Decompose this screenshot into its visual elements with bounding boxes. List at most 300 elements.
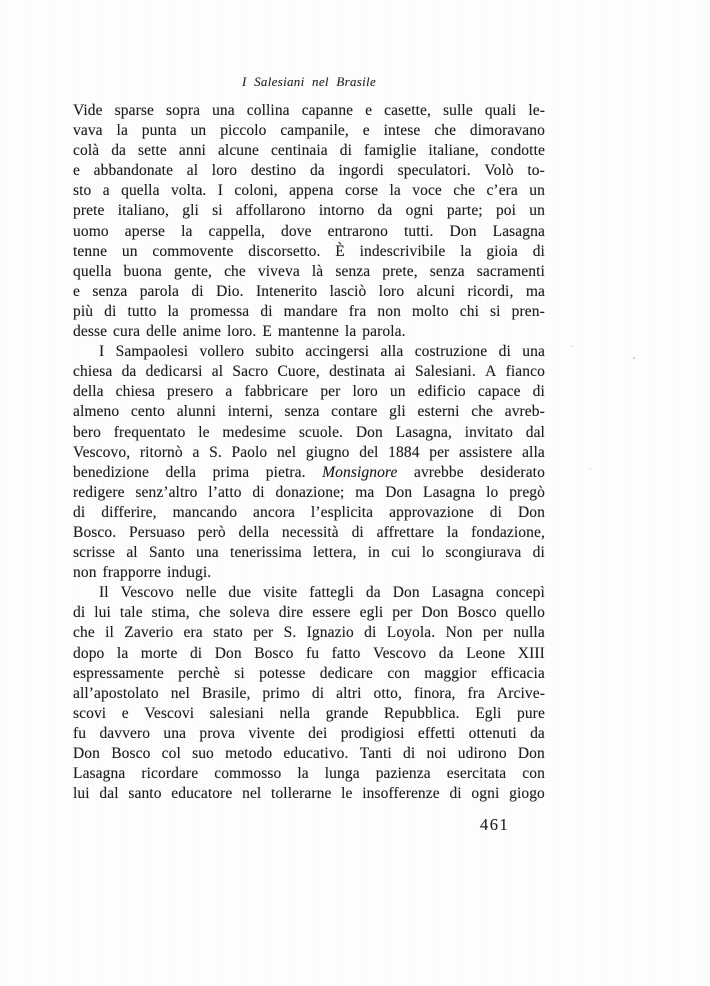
word: fatto bbox=[331, 644, 361, 662]
word: collina bbox=[246, 102, 290, 119]
word: dire bbox=[278, 604, 304, 622]
word: centinaia bbox=[270, 142, 328, 160]
word: Bosco bbox=[254, 644, 294, 662]
word: che bbox=[434, 122, 457, 140]
word: là bbox=[311, 262, 324, 280]
word: per bbox=[253, 624, 274, 642]
word: gli bbox=[389, 403, 406, 421]
word: finora, bbox=[413, 684, 456, 702]
word: tutti. bbox=[404, 222, 434, 240]
word: italiano, bbox=[117, 202, 169, 220]
text-line bbox=[73, 664, 545, 684]
word: pazienza bbox=[375, 765, 431, 783]
word: S. bbox=[209, 443, 222, 461]
word: loro bbox=[211, 162, 238, 180]
word: Intenerito bbox=[255, 282, 318, 300]
text-line bbox=[73, 181, 545, 201]
text-line bbox=[73, 302, 545, 322]
word: tollerarne bbox=[271, 785, 332, 803]
word: una bbox=[212, 102, 235, 119]
word: un bbox=[190, 122, 207, 140]
text-line bbox=[73, 402, 545, 422]
word: e bbox=[362, 122, 370, 140]
word: della bbox=[238, 523, 270, 541]
text-line bbox=[73, 362, 545, 382]
word: Lasagna bbox=[73, 765, 126, 783]
word: alcuni bbox=[416, 282, 456, 300]
word: scongiurava bbox=[445, 544, 522, 562]
word: ancora bbox=[253, 503, 295, 521]
word: al bbox=[211, 363, 224, 381]
word: fu bbox=[305, 644, 320, 662]
word: XIII bbox=[517, 644, 545, 662]
word: redigere bbox=[73, 483, 125, 501]
word: indescrivibile bbox=[359, 242, 446, 260]
text-line bbox=[73, 121, 545, 141]
word: scrisse bbox=[73, 544, 116, 562]
word: da bbox=[377, 202, 393, 220]
word: fra bbox=[348, 302, 367, 320]
word: costruzione bbox=[414, 343, 488, 361]
word: donazione; bbox=[275, 483, 345, 501]
word: per bbox=[482, 624, 503, 642]
word: stato bbox=[213, 624, 243, 642]
word: Ignazio bbox=[306, 624, 354, 642]
word: un bbox=[389, 383, 406, 401]
word: promessa bbox=[189, 302, 250, 320]
text-line bbox=[73, 704, 545, 724]
word: cappella, bbox=[208, 222, 265, 240]
running-header: I Salesiani nel Brasile bbox=[241, 74, 377, 89]
word: di bbox=[532, 242, 545, 260]
word: educativo. bbox=[283, 745, 349, 762]
word: chiesa bbox=[115, 383, 155, 401]
word: al bbox=[186, 162, 199, 180]
word: piccolo bbox=[220, 122, 267, 140]
word: S. bbox=[283, 624, 297, 642]
text-line bbox=[73, 644, 545, 664]
word: Don bbox=[518, 503, 545, 521]
word: Vescovo bbox=[120, 584, 174, 602]
word: condotte bbox=[490, 142, 545, 160]
word: concepì bbox=[496, 584, 545, 602]
text-line bbox=[73, 423, 545, 443]
word: Don bbox=[355, 423, 383, 441]
word: ogni bbox=[471, 785, 500, 803]
text-line bbox=[73, 282, 545, 302]
word: ma bbox=[355, 483, 375, 501]
word: con bbox=[522, 765, 545, 783]
word: prima bbox=[212, 463, 250, 481]
text-line bbox=[73, 382, 545, 402]
word: senza bbox=[284, 403, 320, 421]
word: coloni, bbox=[234, 182, 278, 200]
word: prova bbox=[199, 724, 236, 742]
word: Vescovo bbox=[373, 644, 427, 662]
word: subito bbox=[255, 343, 294, 361]
text-line bbox=[73, 342, 545, 362]
word: udirono bbox=[457, 745, 507, 762]
word: Egli bbox=[475, 704, 502, 722]
word: prete, bbox=[382, 262, 418, 280]
word: aperse bbox=[124, 222, 165, 240]
word: gente, bbox=[173, 262, 213, 280]
text-line bbox=[73, 101, 545, 121]
word: appena bbox=[289, 182, 334, 200]
word: lui bbox=[73, 785, 90, 803]
word: desiderato bbox=[480, 463, 545, 481]
word: davvero bbox=[99, 724, 151, 742]
word: abbandonate bbox=[93, 162, 174, 180]
word: la bbox=[181, 222, 193, 240]
text-line bbox=[73, 463, 545, 483]
word: pren- bbox=[511, 302, 545, 320]
word: punta bbox=[141, 122, 177, 140]
word: la bbox=[297, 765, 309, 783]
word: vollero bbox=[199, 343, 245, 361]
word: tutto bbox=[127, 302, 157, 320]
word: Sampaolesi bbox=[115, 343, 189, 361]
word: discorsetto. bbox=[248, 242, 321, 260]
word: molto bbox=[412, 302, 449, 320]
word: Non bbox=[445, 624, 473, 642]
word: potesse bbox=[259, 664, 306, 682]
word: però bbox=[197, 523, 226, 541]
word: commovente bbox=[152, 242, 234, 260]
word: Salesiani. bbox=[414, 363, 476, 381]
word: dedicarsi bbox=[145, 363, 203, 381]
word: di bbox=[104, 302, 117, 320]
word: scuole. bbox=[298, 423, 344, 441]
word: loro bbox=[378, 282, 405, 300]
word: Vescovo, bbox=[73, 443, 131, 461]
word: interni, bbox=[227, 403, 273, 421]
text-line bbox=[73, 623, 545, 643]
word: Don bbox=[449, 222, 477, 240]
word: si bbox=[490, 302, 501, 320]
word: Il bbox=[99, 584, 109, 602]
word: pietra. bbox=[265, 463, 306, 481]
word: pure bbox=[516, 704, 545, 722]
word: sacramenti bbox=[476, 262, 545, 280]
word: dedicare bbox=[319, 664, 374, 682]
word: con bbox=[387, 664, 411, 682]
word: colà bbox=[73, 142, 100, 160]
word: efficacia bbox=[490, 664, 545, 682]
word: nella bbox=[279, 704, 311, 722]
word: mancando bbox=[172, 503, 238, 521]
word: lui bbox=[94, 604, 111, 622]
word: al bbox=[126, 544, 138, 562]
text-line bbox=[73, 523, 545, 543]
word: sulle bbox=[443, 102, 473, 119]
word: da bbox=[121, 363, 137, 381]
word: sto bbox=[73, 182, 92, 200]
word: assistere bbox=[458, 443, 513, 461]
word: che bbox=[471, 403, 494, 421]
word: senz’altro bbox=[135, 483, 198, 501]
text-line bbox=[73, 684, 545, 704]
word: ritornò bbox=[139, 443, 183, 461]
word: Arcive- bbox=[496, 684, 545, 702]
word: Loyola. bbox=[386, 624, 436, 642]
word: fra bbox=[467, 684, 485, 702]
word: mandare bbox=[283, 302, 338, 320]
word: egli bbox=[359, 604, 384, 622]
word: chi bbox=[459, 302, 479, 320]
word: quella bbox=[73, 262, 112, 280]
word: per bbox=[429, 443, 450, 461]
word: Sacro bbox=[232, 363, 269, 381]
word: e bbox=[73, 162, 80, 180]
word: sopra bbox=[165, 102, 201, 119]
word: di bbox=[339, 142, 353, 160]
word: un bbox=[529, 202, 545, 220]
word: salesiani bbox=[209, 704, 264, 722]
word: di bbox=[73, 503, 86, 521]
word: quali bbox=[484, 102, 517, 119]
text-line bbox=[73, 503, 545, 523]
word: affollarono bbox=[235, 202, 306, 220]
word: un bbox=[121, 242, 138, 260]
word: capace bbox=[477, 383, 521, 401]
word: lunga bbox=[324, 765, 360, 783]
text-line bbox=[73, 744, 545, 764]
word: fu bbox=[73, 724, 87, 742]
word: casette, bbox=[384, 102, 432, 119]
word: quello bbox=[505, 604, 545, 622]
text-line: non frapporre indugi. bbox=[73, 564, 212, 582]
word: del bbox=[359, 443, 379, 461]
word: sette bbox=[138, 142, 167, 160]
word: chiesa bbox=[73, 363, 113, 381]
word: da bbox=[530, 724, 545, 742]
word: Don bbox=[517, 745, 545, 762]
word: Bosco bbox=[457, 604, 497, 622]
word: edificio bbox=[417, 383, 466, 401]
text-line bbox=[73, 583, 545, 603]
word: ottenuti bbox=[468, 724, 517, 742]
text-line bbox=[73, 483, 545, 503]
word: esterni bbox=[417, 403, 460, 421]
word: alla bbox=[380, 343, 404, 361]
word: noi bbox=[426, 745, 447, 762]
word: le bbox=[341, 785, 353, 803]
word: esercitata bbox=[446, 765, 507, 783]
word: prete bbox=[73, 202, 105, 220]
word: dove bbox=[281, 222, 312, 240]
word: alla bbox=[522, 443, 545, 461]
word: affrettare bbox=[376, 523, 435, 541]
word: parola bbox=[139, 282, 180, 300]
word: metodo bbox=[225, 745, 273, 762]
word: di bbox=[189, 644, 203, 662]
word: parte; bbox=[446, 202, 483, 220]
word: insofferenze bbox=[362, 785, 440, 803]
text-line bbox=[73, 201, 545, 221]
word: Don bbox=[392, 584, 420, 602]
word: visite bbox=[263, 584, 298, 602]
word: È bbox=[335, 242, 345, 260]
word: uomo bbox=[73, 222, 109, 240]
text-block bbox=[73, 101, 545, 804]
word: speculatori. bbox=[397, 162, 471, 180]
word: cento bbox=[130, 403, 165, 421]
word: stima, bbox=[151, 604, 190, 622]
word: tenerissima bbox=[230, 544, 302, 562]
word: ai bbox=[394, 363, 406, 381]
word: I bbox=[99, 343, 105, 361]
word: un bbox=[529, 182, 545, 200]
word: intorno bbox=[318, 202, 365, 220]
word: ricordi, bbox=[467, 282, 514, 300]
word: Vide bbox=[73, 102, 103, 119]
word: senza bbox=[429, 262, 465, 280]
word: contare bbox=[331, 403, 378, 421]
text-line bbox=[73, 161, 545, 181]
word: da bbox=[365, 584, 381, 602]
page-number: 461 bbox=[480, 815, 510, 834]
word: bero bbox=[73, 423, 101, 441]
word: Volò bbox=[484, 162, 514, 180]
word: suo bbox=[192, 745, 214, 762]
word: non bbox=[377, 302, 401, 320]
word: la bbox=[446, 523, 459, 541]
text-line bbox=[73, 543, 545, 563]
word: col bbox=[161, 745, 181, 762]
word: quella bbox=[121, 182, 160, 200]
word: Brasile, bbox=[201, 684, 251, 702]
word: avreb- bbox=[504, 403, 545, 421]
scan-speck bbox=[589, 468, 591, 470]
word: morte bbox=[140, 644, 178, 662]
word: vivente bbox=[248, 724, 295, 742]
word: medesime bbox=[222, 423, 287, 441]
word: per bbox=[392, 604, 413, 622]
word: una bbox=[522, 343, 545, 361]
word: ricordare bbox=[141, 765, 199, 783]
word: prodigiosi bbox=[340, 724, 405, 742]
word: da bbox=[438, 644, 454, 662]
word: Lasagna bbox=[423, 483, 476, 501]
word: loro bbox=[352, 383, 378, 401]
word: si bbox=[212, 202, 223, 220]
word: poi bbox=[495, 202, 517, 220]
word: fondazione, bbox=[471, 523, 545, 541]
word: buona bbox=[123, 262, 162, 280]
word: capanne bbox=[301, 102, 354, 119]
word: campanile, bbox=[280, 122, 349, 140]
word: perchè bbox=[178, 664, 221, 682]
word: di bbox=[449, 785, 462, 803]
word: di bbox=[311, 684, 325, 702]
word: di bbox=[252, 483, 265, 501]
word: Lasagna bbox=[492, 222, 545, 240]
word: di bbox=[532, 544, 545, 562]
word: grande bbox=[325, 704, 369, 722]
word: avrebbe bbox=[413, 463, 464, 481]
word: si bbox=[234, 664, 245, 682]
word: per bbox=[320, 383, 341, 401]
word: corse bbox=[344, 182, 379, 200]
word: le bbox=[198, 423, 210, 441]
word: di bbox=[364, 624, 377, 642]
word: Repubblica. bbox=[384, 704, 460, 722]
word: senza bbox=[335, 262, 371, 280]
word: primo bbox=[262, 684, 300, 702]
word: destino bbox=[250, 162, 297, 180]
word: che bbox=[224, 262, 246, 280]
word: Persuaso bbox=[129, 523, 185, 541]
word: Don bbox=[73, 745, 100, 762]
word: Vescovi bbox=[144, 704, 195, 722]
word: da bbox=[111, 142, 127, 160]
word: educatore bbox=[171, 785, 233, 803]
word: Santo bbox=[148, 544, 185, 562]
word: differire, bbox=[101, 503, 157, 521]
word: otto, bbox=[373, 684, 402, 702]
word: dei bbox=[308, 724, 328, 742]
word: la bbox=[460, 242, 472, 260]
word: gioia bbox=[486, 242, 518, 260]
word: entrarono bbox=[327, 222, 388, 240]
word: di bbox=[498, 343, 511, 361]
word: effetti bbox=[417, 724, 456, 742]
text-line bbox=[73, 222, 545, 242]
word: almeno bbox=[73, 403, 120, 421]
text-line bbox=[73, 242, 545, 262]
word: A bbox=[485, 363, 497, 381]
word: Don bbox=[421, 604, 449, 622]
word: che bbox=[73, 624, 95, 642]
word: santo bbox=[128, 785, 162, 803]
word: Don bbox=[214, 644, 242, 662]
word: invitato bbox=[464, 423, 513, 441]
word: espressamente bbox=[73, 664, 164, 682]
word: una bbox=[196, 544, 219, 562]
word: a bbox=[225, 383, 233, 401]
word: lasciò bbox=[329, 282, 367, 300]
word: famiglie bbox=[364, 142, 417, 160]
word: da bbox=[309, 162, 325, 180]
word: Dio. bbox=[216, 282, 244, 300]
word: la bbox=[389, 182, 401, 200]
word: dimoravano bbox=[469, 122, 545, 140]
word: ingordi bbox=[338, 162, 384, 180]
text-line bbox=[73, 724, 545, 744]
word: che bbox=[453, 182, 476, 200]
word: due bbox=[228, 584, 252, 602]
text-line bbox=[73, 262, 545, 282]
word: Bosco. bbox=[73, 523, 117, 541]
word: approvazione bbox=[389, 503, 474, 521]
word: di bbox=[73, 604, 86, 622]
word: to- bbox=[527, 162, 545, 180]
word: commosso bbox=[214, 765, 282, 783]
word: nel bbox=[242, 785, 262, 803]
word: Monsignore bbox=[322, 463, 398, 481]
word: necessità bbox=[281, 523, 339, 541]
word: maggior bbox=[424, 664, 477, 682]
word: della bbox=[165, 463, 197, 481]
word: le- bbox=[528, 102, 545, 119]
word: accingersi bbox=[305, 343, 370, 361]
word: presero bbox=[167, 383, 214, 401]
word: Zaverio bbox=[124, 624, 174, 642]
word: voce bbox=[412, 182, 442, 200]
word: l’atto bbox=[208, 483, 242, 501]
word: I bbox=[217, 182, 224, 200]
